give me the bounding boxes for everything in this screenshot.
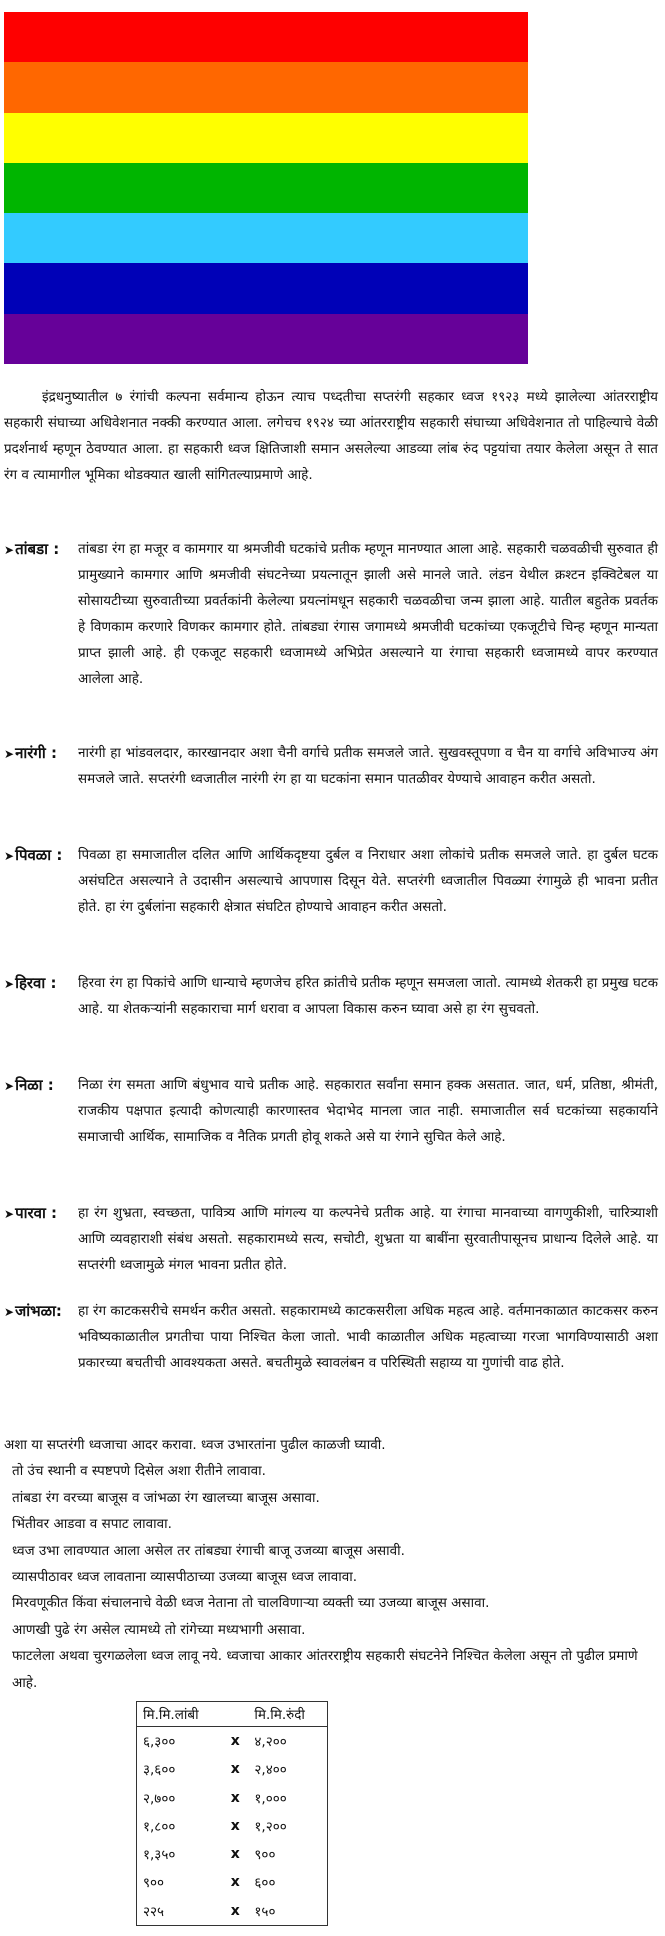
length-cell: ३,६००: [143, 1762, 176, 1779]
rule-line: मिरवणूकीत किंवा संचालनाचे वेळी ध्वज नेताना तो चालविणाऱ्या व्यक्ती च्या उजव्या बाजूस असावा.: [12, 1595, 490, 1612]
section-narangi: [4, 740, 658, 792]
rule-line: तांबडा रंग वरच्या बाजूस व जांभळा रंग खालच्या बाजूस असावा.: [12, 1489, 320, 1506]
section-text: पिवळा हा समाजातील दलित आणि आर्थिकदृष्टया दुर्बल व निराधार अशा लोकांचे प्रतीक समजले जाते. हा दुर्बल घटक असंघटित असल्याने ते उदासीन असल्याचे आपणास दिसून येते. सप्तरंगी ध्वजातील पिवळ्या रंगामुळे ही भावना प्रतीत होते. हा रंग दुर्बलांना सहकारी क्षेत्रात संघटित होण्याचे आवाहन करीत असतो.: [78, 847, 658, 915]
rule-line: आणखी पुढे रंग असेल त्यामध्ये तो रांगेच्या मध्यभागी असावा.: [12, 1621, 306, 1638]
flag-stripe-green: [4, 163, 528, 213]
times-sign: x: [230, 1817, 240, 1834]
table-row: [137, 1840, 328, 1868]
width-cell: ९००: [254, 1847, 276, 1864]
arrow-bullet-icon: ➤: [4, 543, 15, 557]
times-sign: x: [230, 1846, 240, 1863]
section-label-text: तांबडा :: [15, 540, 60, 558]
times-sign: x: [230, 1733, 240, 1750]
arrow-bullet-icon: ➤: [4, 1207, 15, 1221]
rule-line: अशा या सप्तरंगी ध्वजाचा आदर करावा. ध्वज उभारतांना पुढील काळजी घ्यावी.: [4, 1437, 386, 1453]
rule-line: ध्वज उभा लावण्यात आला असेल तर तांबड्या रंगाची बाजू उजव्या बाजूस असावी.: [12, 1542, 405, 1559]
section-label: [4, 1298, 62, 1325]
section-text: हा रंग काटकसरीचे समर्थन करीत असतो. सहकारामध्ये काटकसरीला अधिक महत्व आहे. वर्तमानकाळात काटकसर करुन भविष्यकाळातील प्रगतीचा पाया निश्चित केला जातो. भावी काळातील अधिक महत्वाच्या गरजा भागविण्यासाठी अशा प्रकारच्या बचतीची आवश्यकता असते. बचतीमुळे स्वावलंबन व परिस्थिती सहाय्य या गुणांची वाढ होते.: [78, 1303, 658, 1371]
section-label: [4, 842, 62, 869]
times-sign: x: [230, 1902, 240, 1919]
section-label: [4, 1072, 54, 1099]
rule-line: फाटलेला अथवा चुरगळलेला ध्वज लावू नये. ध्वजाचा आकार आंतरराष्ट्रीय सहकारी संघटनेने निश्चित केलेला असून तो पुढील प्रमाणे आहे.: [12, 1648, 638, 1691]
section-text: तांबडा रंग हा मजूर व कामगार या श्रमजीवी घटकांचे प्रतीक म्हणून मानण्यात आला आहे. सहकारी चळवळीची सुरुवात ही प्रामुख्याने कामगार आणि श्रमजीवी संघटनेच्या प्रयत्नातून झाली असे मानले जाते. लंडन येथील क्रश्टन इक्विटेबल या सोसायटीच्या सुरुवातीच्या प्रवर्तकांनी केलेल्या प्रयत्नांमधून सहकारी चळवळीचा जन्म झाला आहे. यातील बहुतेक प्रवर्तक हे विणकाम करणारे विणकर कामगार होते. तांबड्या रंगास जगामध्ये श्रमजीवी घटकांच्या एकजूटीचे चिन्ह म्हणून मान्यता प्राप्त झाली आहे. ही एकजूट सहकारी ध्वजामध्ये अभिप्रेत असल्याने या रंगाचा सहकारी ध्वजामध्ये वापर करण्यात आलेला आहे.: [78, 541, 658, 687]
table-row: [137, 1755, 328, 1783]
section-text: हा रंग शुभ्रता, स्वच्छता, पावित्र्य आणि मांगल्य या कल्पनेचे प्रतीक आहे. या रंगाचा मानवाच्या वागणुकीशी, चारित्र्याशी आणि व्यवहाराशी संबंध असतो. सहकारामध्ये सत्य, सचोटी, शुभ्रता या बाबींना सुरवातीपासूनच प्राधान्य दिलेले आहे. या सप्तरंगी ध्वजामुळे मंगल भावना प्रतीत होते.: [78, 1205, 658, 1273]
flag-stripe-violet: [4, 314, 528, 364]
flag-rules-list: [4, 1432, 658, 1696]
arrow-bullet-icon: ➤: [4, 747, 15, 761]
intro-paragraph: इंद्रधनुष्यातील ७ रंगांची कल्पना सर्वमान्य होऊन त्याच पध्दतीचा सप्तरंगी सहकार ध्वज १९२३ मध्ये झालेल्या आंतरराष्ट्रीय सहकारी संघाच्या अधिवेशनात नक्की करण्यात आला. लगेचच १९२४ च्या आंतरराष्ट्रीय सहकारी संघाच्या अधिवेशनात तो पाहिल्याचे वेळी प्रदर्शनार्थ म्हणून ठेवण्यात आला. हा सहकारी ध्वज क्षितिजाशी समान असलेल्या आडव्या लांब रुंद पट्टयांचा तयार केलेला असून ते सात रंग व त्यामागील भूमिका थोडक्यात खाली सांगितल्याप्रमाणे आहे.: [4, 389, 658, 483]
header-spacer: [222, 1702, 248, 1727]
length-cell: २,७००: [143, 1790, 176, 1807]
section-label-text: पारवा :: [15, 1204, 58, 1222]
header-width: मि.मि.रुंदी: [248, 1702, 327, 1727]
section-label: [4, 536, 59, 563]
length-cell: ६,३००: [143, 1734, 176, 1751]
rule-line: तो उंच स्थानी व स्पष्टपणे दिसेल अशा रीतीने लावावा.: [12, 1463, 266, 1480]
section-label-text: निळा :: [15, 1076, 54, 1094]
table-row: [137, 1727, 328, 1756]
width-cell: २,४००: [254, 1762, 287, 1779]
arrow-bullet-icon: ➤: [4, 849, 15, 863]
flag-stripe-sky-blue: [4, 213, 528, 263]
section-label: [4, 1200, 57, 1227]
section-label-text: हिरवा :: [15, 974, 57, 992]
table-row: [137, 1812, 328, 1840]
flag-size-table: [136, 1701, 328, 1926]
section-nila: [4, 1072, 658, 1150]
table-row: [137, 1868, 328, 1896]
arrow-bullet-icon: ➤: [4, 1079, 15, 1093]
section-text: हिरवा रंग हा पिकांचे आणि धान्याचे म्हणजेच हरित क्रांतीचे प्रतीक म्हणून समजला जातो. त्यामध्ये शेतकरी हा प्रमुख घटक आहे. या शेतकऱ्यांनी सहकाराचा मार्ग धरावा व आपला विकास करुन घ्यावा असे हा रंग सुचवतो.: [78, 975, 658, 1017]
width-cell: ४,२००: [254, 1734, 287, 1751]
flag-stripe-red: [4, 12, 528, 62]
length-cell: २२५: [143, 1903, 165, 1920]
rule-line: भिंतीवर आडवा व सपाट लावावा.: [12, 1516, 172, 1533]
header-length: मि.मि.लांबी: [137, 1702, 223, 1727]
length-cell: १,८००: [143, 1818, 176, 1835]
section-label-text: नारंगी :: [15, 744, 57, 762]
rainbow-flag: [4, 12, 528, 364]
section-label: [4, 740, 57, 767]
times-sign: x: [230, 1761, 240, 1778]
section-tambda: [4, 536, 658, 692]
section-jambhla: [4, 1298, 658, 1376]
flag-stripe-yellow: [4, 113, 528, 163]
width-cell: १,२००: [254, 1818, 287, 1835]
table-row: [137, 1784, 328, 1812]
flag-stripe-orange: [4, 62, 528, 112]
section-label-text: जांभळा:: [15, 1302, 62, 1320]
section-label: [4, 970, 57, 997]
section-hirva: [4, 970, 658, 1022]
times-sign: x: [230, 1789, 240, 1806]
table-row: [137, 1897, 328, 1926]
width-cell: १,०००: [254, 1790, 287, 1807]
flag-stripe-blue: [4, 263, 528, 313]
section-parva: [4, 1200, 658, 1278]
section-pivla: [4, 842, 658, 920]
length-cell: १,३५०: [143, 1847, 176, 1864]
width-cell: ६००: [254, 1875, 276, 1892]
width-cell: १५०: [254, 1903, 276, 1920]
arrow-bullet-icon: ➤: [4, 977, 15, 991]
rule-line: व्यासपीठावर ध्वज लावताना व्यासपीठाच्या उजव्या बाजूस ध्वज लावावा.: [12, 1569, 358, 1586]
times-sign: x: [230, 1874, 240, 1891]
section-label-text: पिवळा :: [15, 846, 63, 864]
table-header-row: [137, 1702, 328, 1727]
length-cell: ९००: [143, 1875, 165, 1892]
arrow-bullet-icon: ➤: [4, 1305, 15, 1319]
section-text: निळा रंग समता आणि बंधुभाव याचे प्रतीक आहे. सहकारात सर्वांना समान हक्क असतात. जात, धर्म, प्रतिष्ठा, श्रीमंती, राजकीय पक्षपात इत्यादी कोणत्याही कारणास्तव भेदाभेद मानला जात नाही. समाजातील सर्व घटकांच्या सहकार्याने समाजाची आर्थिक, सामाजिक व नैतिक प्रगती होवू शकते असे या रंगाने सुचित केले आहे.: [78, 1077, 658, 1145]
section-text: नारंगी हा भांडवलदार, कारखानदार अशा चैनी वर्गाचे प्रतीक समजले जाते. सुखवस्तूपणा व चैन या वर्गाचे अविभाज्य अंग समजले जाते. सप्तरंगी ध्वजातील नारंगी रंग हा या घटकांना समान पातळीवर येण्याचे आवाहन करीत असतो.: [78, 745, 658, 787]
